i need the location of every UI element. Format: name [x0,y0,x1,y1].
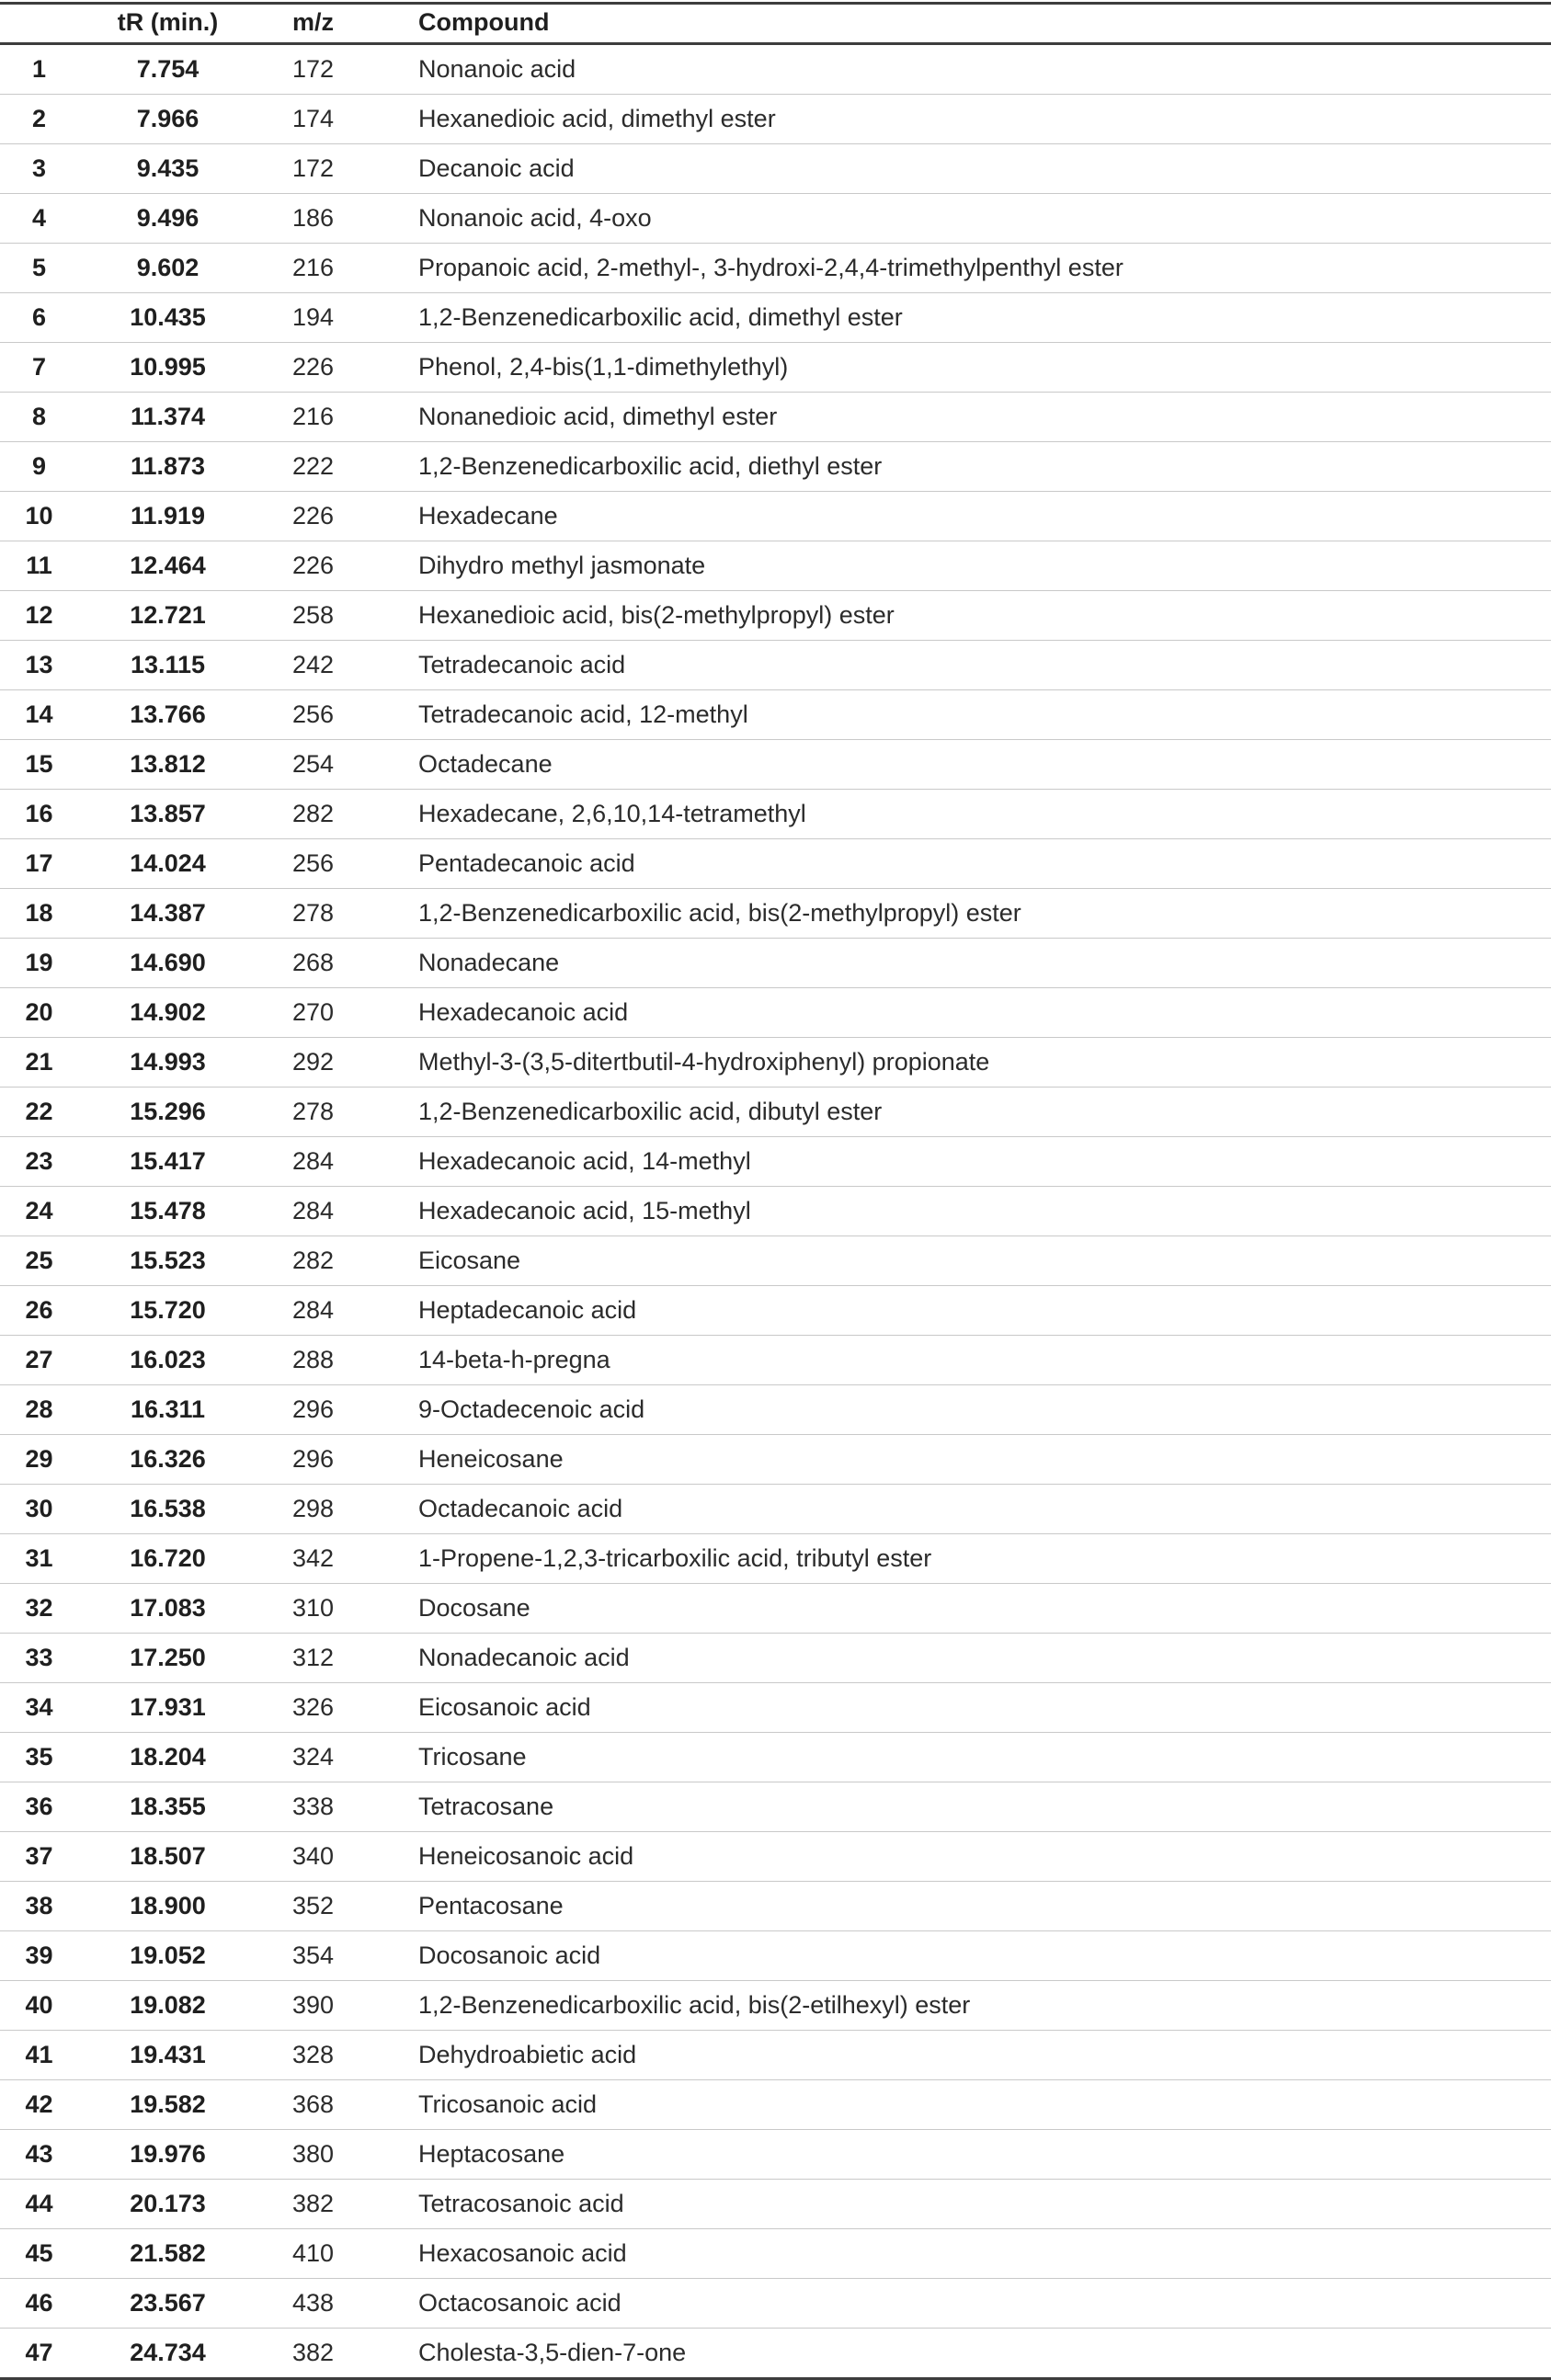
cell-index: 33 [0,1634,78,1683]
cell-tr: 15.523 [78,1236,257,1286]
cell-compound: Heptacosane [416,2130,1551,2180]
cell-compound: Tetracosane [416,1782,1551,1832]
cell-index: 17 [0,839,78,889]
cell-mz: 354 [257,1931,416,1981]
table-row [0,95,1551,144]
cell-index: 22 [0,1088,78,1137]
cell-compound: Hexadecanoic acid, 14-methyl [416,1137,1551,1187]
cell-mz: 216 [257,393,416,442]
cell-compound: Phenol, 2,4-bis(1,1-dimethylethyl) [416,343,1551,393]
cell-mz: 390 [257,1981,416,2031]
cell-index: 1 [0,44,78,95]
cell-tr: 19.082 [78,1981,257,2031]
table-row [0,2031,1551,2080]
cell-tr: 19.976 [78,2130,257,2180]
cell-index: 27 [0,1336,78,1385]
cell-tr: 17.931 [78,1683,257,1733]
cell-index: 43 [0,2130,78,2180]
cell-compound: Heptadecanoic acid [416,1286,1551,1336]
cell-tr: 19.052 [78,1931,257,1981]
cell-index: 11 [0,541,78,591]
table-row [0,939,1551,988]
cell-compound: Hexadecanoic acid, 15-methyl [416,1187,1551,1236]
cell-compound: Tricosane [416,1733,1551,1782]
cell-mz: 342 [257,1534,416,1584]
table-row [0,1782,1551,1832]
cell-mz: 298 [257,1485,416,1534]
cell-compound: Hexadecane, 2,6,10,14-tetramethyl [416,790,1551,839]
cell-index: 4 [0,194,78,244]
cell-tr: 20.173 [78,2180,257,2229]
cell-mz: 312 [257,1634,416,1683]
cell-index: 35 [0,1733,78,1782]
cell-compound: Cholesta-3,5-dien-7-one [416,2329,1551,2379]
table-row [0,393,1551,442]
cell-tr: 16.023 [78,1336,257,1385]
cell-compound: 14-beta-h-pregna [416,1336,1551,1385]
table-row [0,1882,1551,1931]
column-header-mz: m/z [257,4,416,44]
table-row [0,343,1551,393]
cell-index: 30 [0,1485,78,1534]
cell-compound: Heneicosane [416,1435,1551,1485]
cell-tr: 17.250 [78,1634,257,1683]
cell-mz: 172 [257,44,416,95]
cell-compound: Tetradecanoic acid, 12-methyl [416,690,1551,740]
cell-tr: 14.024 [78,839,257,889]
cell-compound: 1,2-Benzenedicarboxilic acid, bis(2-etilhexyl) ester [416,1981,1551,2031]
cell-tr: 12.464 [78,541,257,591]
cell-compound: Tetracosanoic acid [416,2180,1551,2229]
cell-compound: Decanoic acid [416,144,1551,194]
cell-tr: 7.754 [78,44,257,95]
cell-tr: 10.435 [78,293,257,343]
cell-compound: Nonadecanoic acid [416,1634,1551,1683]
table-row [0,1931,1551,1981]
cell-tr: 7.966 [78,95,257,144]
cell-mz: 382 [257,2180,416,2229]
table-row [0,1485,1551,1534]
cell-tr: 24.734 [78,2329,257,2379]
cell-compound: 1,2-Benzenedicarboxilic acid, dimethyl ester [416,293,1551,343]
table-row [0,1634,1551,1683]
cell-tr: 23.567 [78,2279,257,2329]
cell-tr: 16.720 [78,1534,257,1584]
cell-mz: 382 [257,2329,416,2379]
cell-tr: 12.721 [78,591,257,641]
table-row [0,2329,1551,2379]
cell-index: 32 [0,1584,78,1634]
cell-tr: 10.995 [78,343,257,393]
cell-tr: 15.720 [78,1286,257,1336]
cell-tr: 18.355 [78,1782,257,1832]
cell-tr: 13.812 [78,740,257,790]
cell-index: 21 [0,1038,78,1088]
cell-tr: 13.766 [78,690,257,740]
cell-mz: 410 [257,2229,416,2279]
table-header [0,4,1551,44]
table-row [0,2130,1551,2180]
cell-tr: 14.902 [78,988,257,1038]
cell-index: 8 [0,393,78,442]
cell-mz: 296 [257,1435,416,1485]
cell-index: 47 [0,2329,78,2379]
cell-tr: 9.602 [78,244,257,293]
table-row [0,442,1551,492]
table-row [0,541,1551,591]
cell-mz: 256 [257,839,416,889]
cell-index: 28 [0,1385,78,1435]
cell-tr: 9.435 [78,144,257,194]
cell-index: 29 [0,1435,78,1485]
table-row [0,1584,1551,1634]
table-row [0,2180,1551,2229]
cell-compound: 1-Propene-1,2,3-tricarboxilic acid, tributyl ester [416,1534,1551,1584]
table-row [0,1286,1551,1336]
cell-mz: 282 [257,1236,416,1286]
cell-tr: 19.582 [78,2080,257,2130]
cell-compound: Docosanoic acid [416,1931,1551,1981]
column-header-index [0,4,78,44]
cell-index: 26 [0,1286,78,1336]
table-row [0,144,1551,194]
cell-index: 5 [0,244,78,293]
table-row [0,2080,1551,2130]
cell-compound: Docosane [416,1584,1551,1634]
cell-index: 44 [0,2180,78,2229]
table-row [0,2279,1551,2329]
table-row [0,1137,1551,1187]
cell-mz: 438 [257,2279,416,2329]
cell-tr: 11.919 [78,492,257,541]
cell-compound: Nonanoic acid, 4-oxo [416,194,1551,244]
cell-mz: 340 [257,1832,416,1882]
cell-tr: 14.690 [78,939,257,988]
cell-compound: Eicosanoic acid [416,1683,1551,1733]
cell-mz: 292 [257,1038,416,1088]
cell-mz: 324 [257,1733,416,1782]
table-row [0,1385,1551,1435]
cell-index: 38 [0,1882,78,1931]
cell-index: 42 [0,2080,78,2130]
cell-tr: 13.857 [78,790,257,839]
cell-compound: 9-Octadecenoic acid [416,1385,1551,1435]
cell-index: 9 [0,442,78,492]
cell-mz: 186 [257,194,416,244]
cell-compound: 1,2-Benzenedicarboxilic acid, dibutyl ester [416,1088,1551,1137]
cell-index: 10 [0,492,78,541]
cell-index: 23 [0,1137,78,1187]
table-row [0,492,1551,541]
cell-index: 45 [0,2229,78,2279]
cell-tr: 11.374 [78,393,257,442]
table-row [0,2229,1551,2279]
cell-index: 16 [0,790,78,839]
cell-tr: 11.873 [78,442,257,492]
cell-compound: Hexadecanoic acid [416,988,1551,1038]
cell-compound: 1,2-Benzenedicarboxilic acid, diethyl ester [416,442,1551,492]
cell-compound: Octacosanoic acid [416,2279,1551,2329]
cell-index: 20 [0,988,78,1038]
cell-mz: 222 [257,442,416,492]
cell-index: 36 [0,1782,78,1832]
cell-compound: Dihydro methyl jasmonate [416,541,1551,591]
cell-tr: 13.115 [78,641,257,690]
cell-index: 13 [0,641,78,690]
cell-index: 2 [0,95,78,144]
table-row [0,1733,1551,1782]
cell-compound: Pentadecanoic acid [416,839,1551,889]
cell-index: 19 [0,939,78,988]
cell-tr: 9.496 [78,194,257,244]
cell-mz: 380 [257,2130,416,2180]
cell-mz: 338 [257,1782,416,1832]
cell-tr: 19.431 [78,2031,257,2080]
cell-mz: 310 [257,1584,416,1634]
cell-tr: 21.582 [78,2229,257,2279]
table-row [0,1187,1551,1236]
cell-compound: Hexacosanoic acid [416,2229,1551,2279]
cell-index: 41 [0,2031,78,2080]
column-header-compound: Compound [416,4,1551,44]
cell-tr: 14.993 [78,1038,257,1088]
table-row [0,1336,1551,1385]
cell-mz: 226 [257,492,416,541]
cell-compound: 1,2-Benzenedicarboxilic acid, bis(2-methylpropyl) ester [416,889,1551,939]
table-row [0,293,1551,343]
cell-tr: 16.311 [78,1385,257,1435]
table-row [0,1832,1551,1882]
cell-mz: 328 [257,2031,416,2080]
cell-compound: Tricosanoic acid [416,2080,1551,2130]
cell-index: 12 [0,591,78,641]
table-row [0,839,1551,889]
cell-tr: 15.478 [78,1187,257,1236]
cell-compound: Octadecane [416,740,1551,790]
cell-mz: 268 [257,939,416,988]
cell-compound: Heneicosanoic acid [416,1832,1551,1882]
table-row [0,1038,1551,1088]
cell-mz: 368 [257,2080,416,2130]
table-row [0,1088,1551,1137]
table-row [0,194,1551,244]
cell-mz: 226 [257,343,416,393]
cell-mz: 284 [257,1137,416,1187]
cell-compound: Octadecanoic acid [416,1485,1551,1534]
cell-mz: 282 [257,790,416,839]
cell-compound: Dehydroabietic acid [416,2031,1551,2080]
cell-compound: Hexanedioic acid, bis(2-methylpropyl) ester [416,591,1551,641]
cell-mz: 242 [257,641,416,690]
cell-mz: 288 [257,1336,416,1385]
cell-compound: Hexanedioic acid, dimethyl ester [416,95,1551,144]
cell-index: 3 [0,144,78,194]
cell-index: 14 [0,690,78,740]
cell-mz: 258 [257,591,416,641]
column-header-tr: tR (min.) [78,4,257,44]
cell-mz: 216 [257,244,416,293]
cell-compound: Eicosane [416,1236,1551,1286]
table-row [0,1435,1551,1485]
cell-compound: Hexadecane [416,492,1551,541]
table-row [0,690,1551,740]
cell-compound: Methyl-3-(3,5-ditertbutil-4-hydroxiphenyl) propionate [416,1038,1551,1088]
table-row [0,1683,1551,1733]
cell-mz: 172 [257,144,416,194]
cell-index: 18 [0,889,78,939]
table-body [0,44,1551,2379]
table-row [0,641,1551,690]
table-row [0,1981,1551,2031]
table-row [0,1534,1551,1584]
cell-mz: 174 [257,95,416,144]
table-row [0,889,1551,939]
cell-compound: Nonadecane [416,939,1551,988]
table-row [0,790,1551,839]
cell-tr: 14.387 [78,889,257,939]
table-row [0,244,1551,293]
cell-tr: 18.900 [78,1882,257,1931]
cell-mz: 284 [257,1187,416,1236]
table-row [0,591,1551,641]
cell-mz: 278 [257,889,416,939]
cell-index: 24 [0,1187,78,1236]
cell-tr: 15.417 [78,1137,257,1187]
cell-compound: Tetradecanoic acid [416,641,1551,690]
cell-mz: 254 [257,740,416,790]
cell-tr: 15.296 [78,1088,257,1137]
cell-index: 15 [0,740,78,790]
header-row [0,4,1551,44]
cell-compound: Nonanoic acid [416,44,1551,95]
cell-compound: Pentacosane [416,1882,1551,1931]
cell-index: 25 [0,1236,78,1286]
cell-mz: 270 [257,988,416,1038]
cell-index: 40 [0,1981,78,2031]
cell-index: 37 [0,1832,78,1882]
cell-mz: 326 [257,1683,416,1733]
cell-compound: Propanoic acid, 2-methyl-, 3-hydroxi-2,4,4-trimethylpenthyl ester [416,244,1551,293]
table-row [0,44,1551,95]
cell-tr: 16.538 [78,1485,257,1534]
cell-mz: 226 [257,541,416,591]
table-row [0,1236,1551,1286]
cell-tr: 18.507 [78,1832,257,1882]
table-row [0,740,1551,790]
cell-index: 34 [0,1683,78,1733]
compound-table [0,2,1551,2380]
cell-index: 39 [0,1931,78,1981]
cell-index: 6 [0,293,78,343]
table-row [0,988,1551,1038]
cell-index: 46 [0,2279,78,2329]
cell-index: 31 [0,1534,78,1584]
cell-tr: 16.326 [78,1435,257,1485]
cell-index: 7 [0,343,78,393]
cell-mz: 256 [257,690,416,740]
cell-mz: 296 [257,1385,416,1435]
cell-mz: 278 [257,1088,416,1137]
cell-mz: 194 [257,293,416,343]
cell-compound: Nonanedioic acid, dimethyl ester [416,393,1551,442]
cell-mz: 352 [257,1882,416,1931]
cell-tr: 18.204 [78,1733,257,1782]
cell-tr: 17.083 [78,1584,257,1634]
cell-mz: 284 [257,1286,416,1336]
